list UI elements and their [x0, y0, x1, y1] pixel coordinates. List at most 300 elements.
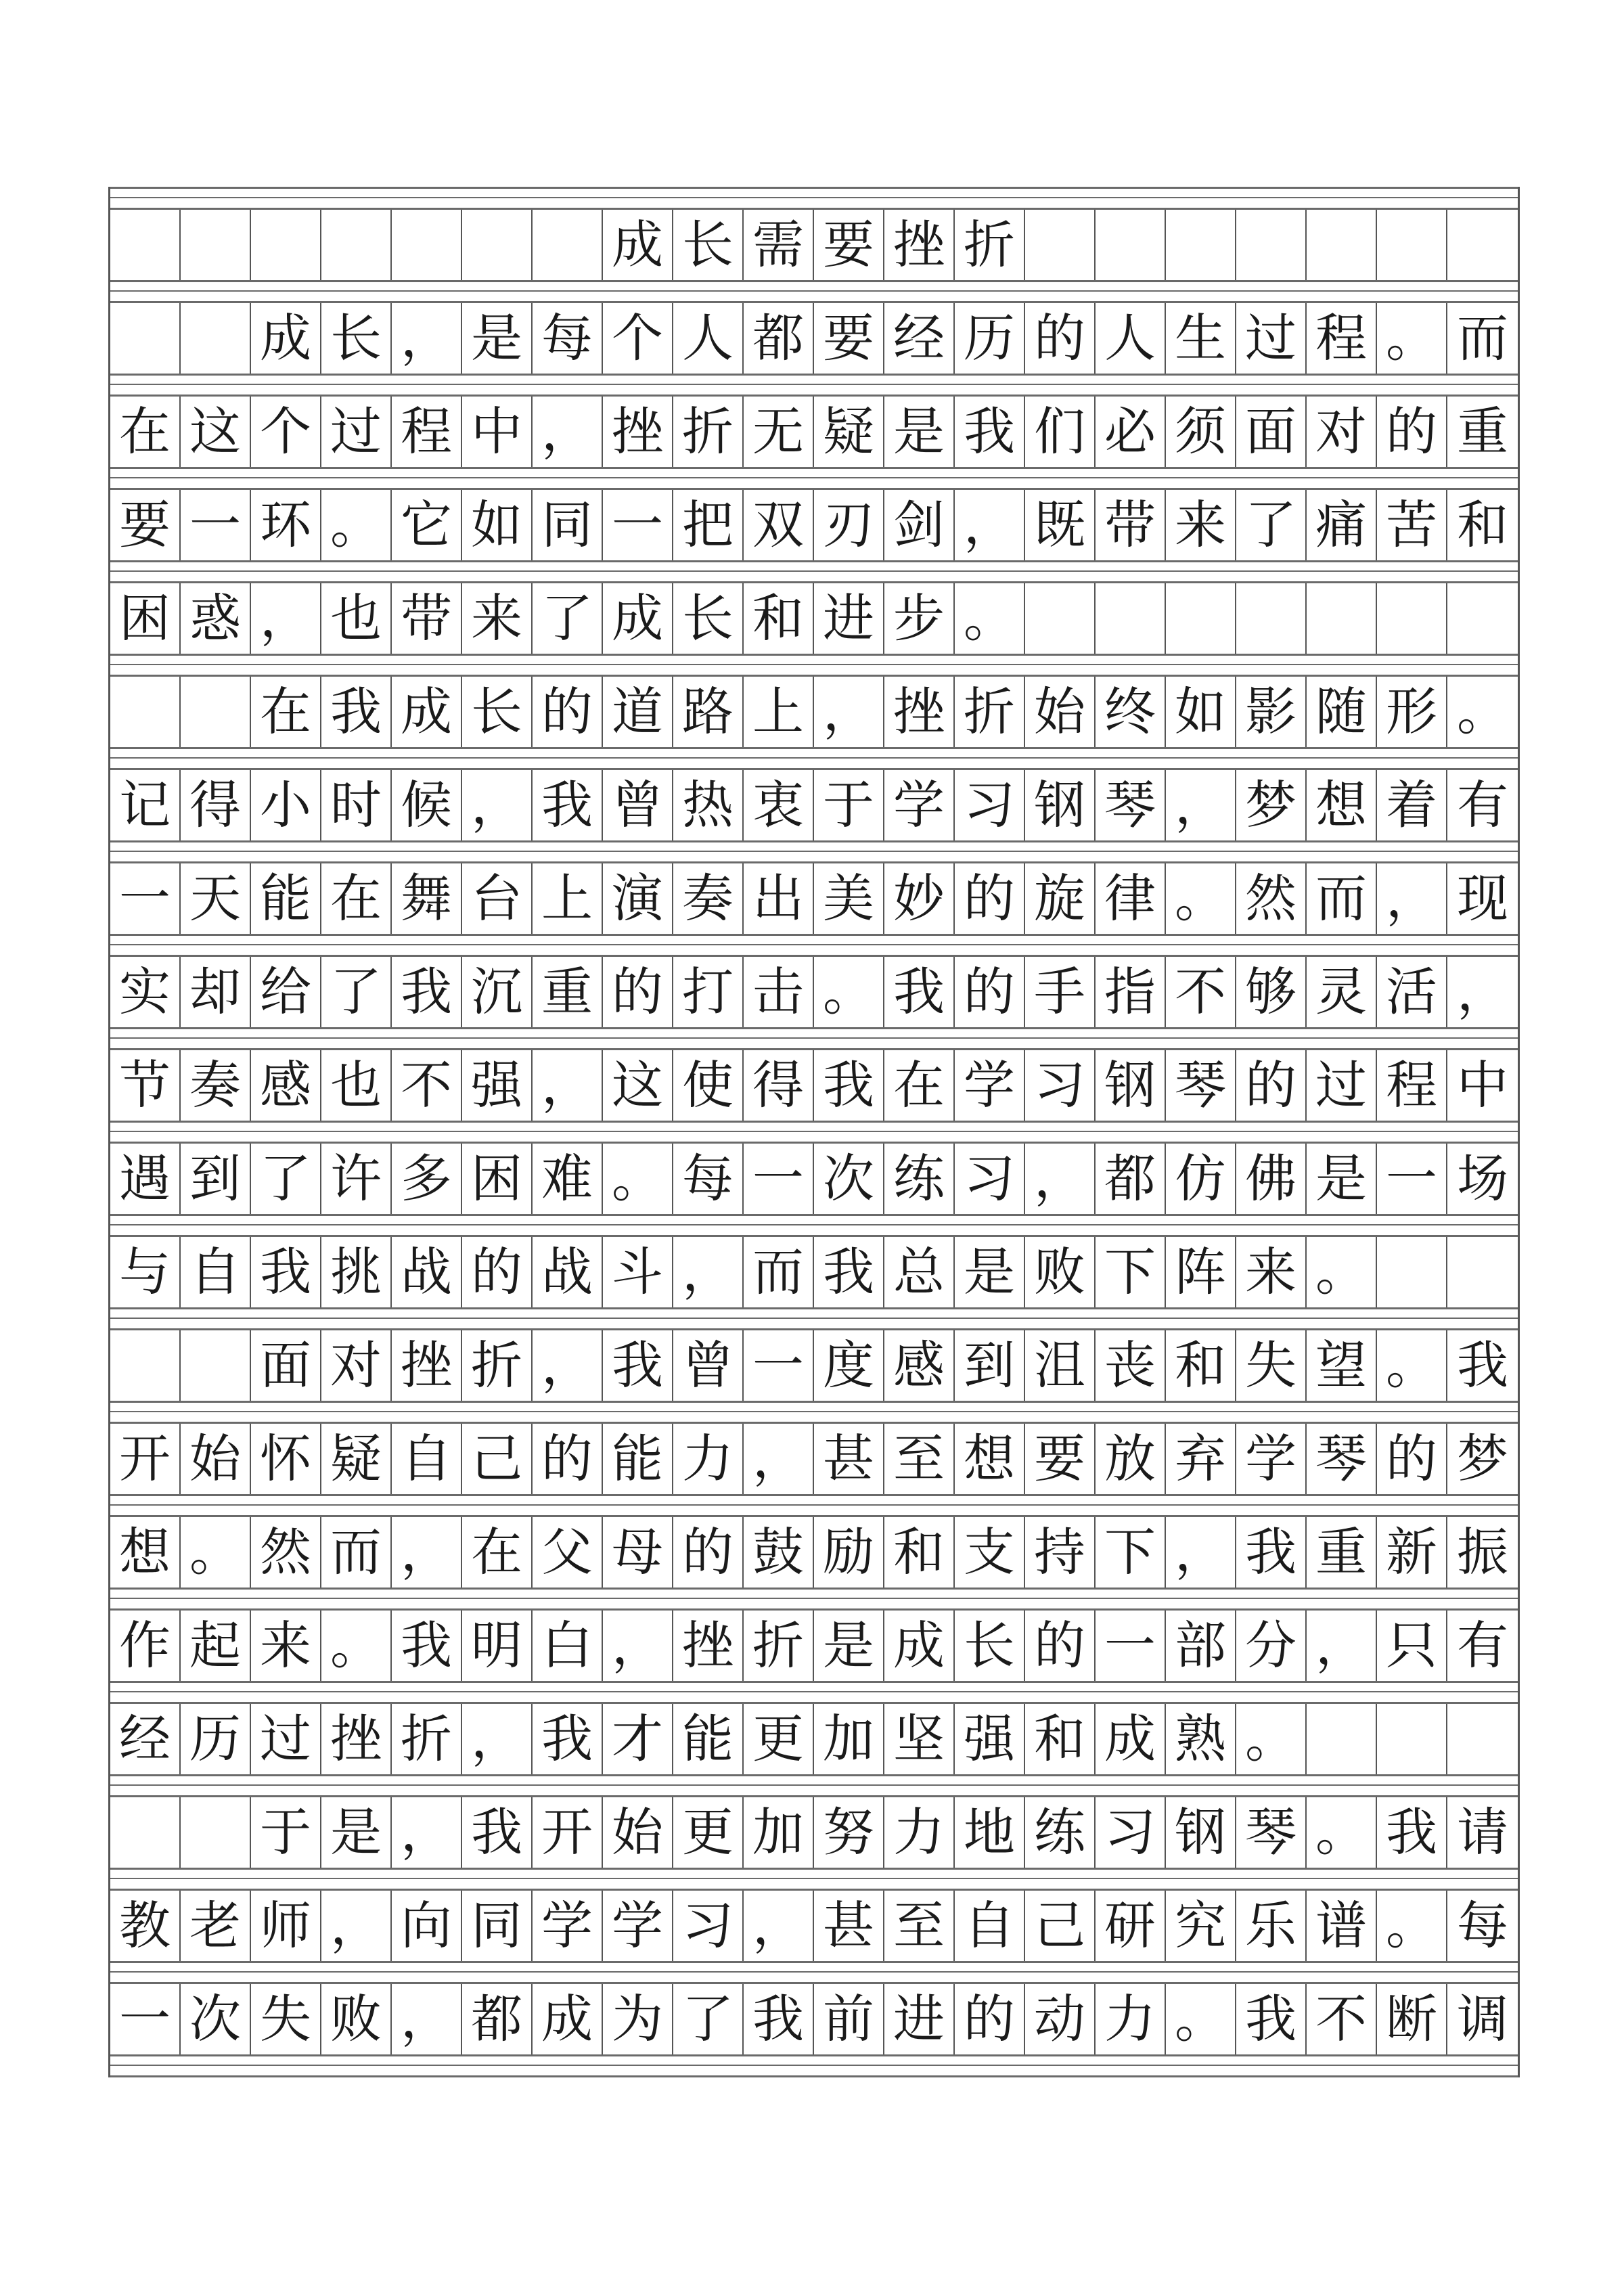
- row-separator: [108, 654, 1520, 677]
- char-cell: 我: [603, 1330, 673, 1401]
- char-cell: 都: [462, 1984, 533, 2054]
- char-cell: 一: [110, 863, 181, 934]
- char-cell: 想: [110, 1517, 181, 1588]
- char-cell: 能: [673, 1704, 744, 1774]
- char-cell: 更: [744, 1704, 814, 1774]
- char-cell: 练: [884, 1144, 955, 1214]
- char-cell: 调: [1457, 1989, 1508, 2049]
- char-cell: 面: [251, 1330, 321, 1401]
- char-cell: 作: [110, 1611, 181, 1681]
- char-cell: 向: [392, 1891, 462, 1961]
- char-cell: 到: [955, 1330, 1025, 1401]
- char-cell: 活: [1377, 957, 1447, 1027]
- row-separator: [108, 1401, 1520, 1424]
- char-cell: 不: [1307, 1984, 1377, 2054]
- char-cell: 至: [884, 1891, 955, 1961]
- char-cell: 灵: [1307, 957, 1377, 1027]
- char-cell: 我: [1236, 1984, 1307, 2054]
- char-cell: 我: [1236, 1517, 1307, 1588]
- char-cell: 力: [884, 1797, 955, 1868]
- char-cell: 长: [462, 677, 533, 747]
- char-cell: 我: [955, 397, 1025, 467]
- char-cell: 热: [673, 770, 744, 840]
- char-cell: 我: [321, 677, 392, 747]
- row-separator: [108, 374, 1520, 397]
- char-cell: 来: [251, 1611, 321, 1681]
- char-cell: 剑: [884, 490, 955, 560]
- char-cell: ，: [533, 397, 603, 467]
- empty-cell: [1447, 210, 1518, 280]
- char-cell: 学: [533, 1891, 603, 1961]
- char-cell: 。: [603, 1144, 673, 1214]
- char-cell: ，: [1166, 770, 1236, 840]
- title-char-cell: 长: [673, 210, 744, 280]
- char-cell: 一: [1377, 1144, 1447, 1214]
- char-cell: 阵: [1166, 1237, 1236, 1307]
- char-cell: 断: [1377, 1984, 1447, 2054]
- char-cell: 候: [392, 770, 462, 840]
- char-cell: 丧: [1096, 1330, 1166, 1401]
- char-cell: 。: [814, 957, 884, 1027]
- char-cell: 要: [1025, 1424, 1096, 1494]
- char-cell: 于: [251, 1797, 321, 1868]
- char-cell: 妙: [884, 863, 955, 934]
- char-cell: 在: [462, 1517, 533, 1588]
- char-cell: 过: [1236, 303, 1307, 374]
- char-cell: 人: [1096, 303, 1166, 374]
- char-cell: 也: [321, 583, 392, 654]
- char-cell: 而: [1457, 308, 1508, 368]
- char-cell: 下: [1096, 1237, 1166, 1307]
- empty-cell: [181, 677, 251, 747]
- char-cell: 。: [1166, 863, 1236, 934]
- char-cell: 有: [1457, 775, 1508, 835]
- char-cell: 始: [603, 1797, 673, 1868]
- char-cell: 佛: [1236, 1144, 1307, 1214]
- char-cell: 天: [181, 863, 251, 934]
- title-char-cell: 成: [603, 210, 673, 280]
- empty-cell: [321, 210, 392, 280]
- char-cell: 在: [251, 677, 321, 747]
- char-cell: 钢: [1096, 1050, 1166, 1121]
- char-cell: 须: [1166, 397, 1236, 467]
- char-cell: 开: [110, 1424, 181, 1494]
- char-cell: 打: [673, 957, 744, 1027]
- char-cell: 于: [814, 770, 884, 840]
- text-row: [108, 303, 1520, 374]
- char-cell: 始: [1025, 677, 1096, 747]
- char-cell: 挫: [321, 1704, 392, 1774]
- char-cell: 习: [673, 1891, 744, 1961]
- char-cell: 梦: [1457, 1428, 1508, 1489]
- title-row: [108, 210, 1520, 280]
- char-cell: 步: [884, 583, 955, 654]
- char-cell: 和: [1457, 495, 1508, 555]
- char-cell: 乐: [1236, 1891, 1307, 1961]
- empty-cell: [1307, 1704, 1377, 1774]
- char-cell: 我: [744, 1984, 814, 2054]
- char-cell: 与: [110, 1237, 181, 1307]
- empty-cell: [1377, 1704, 1447, 1774]
- char-cell: 刃: [814, 490, 884, 560]
- char-cell: 在: [884, 1050, 955, 1121]
- char-cell: 场: [1457, 1148, 1508, 1209]
- char-cell: ，: [955, 490, 1025, 560]
- char-cell: 律: [1096, 863, 1166, 934]
- char-cell: 。: [1307, 1797, 1377, 1868]
- char-cell: 学: [1236, 1424, 1307, 1494]
- char-cell: 。: [1166, 1984, 1236, 2054]
- char-cell: 有: [1457, 1615, 1508, 1675]
- char-cell: 生: [1166, 303, 1236, 374]
- empty-cell: [462, 210, 533, 280]
- char-cell: 苦: [1377, 490, 1447, 560]
- char-cell: 次: [181, 1984, 251, 2054]
- char-cell: 惑: [181, 583, 251, 654]
- char-cell: 我: [251, 1237, 321, 1307]
- char-cell: 它: [392, 490, 462, 560]
- char-cell: 的: [533, 1424, 603, 1494]
- char-cell: 弃: [1166, 1424, 1236, 1494]
- text-row: [108, 1237, 1520, 1307]
- char-cell: 加: [814, 1704, 884, 1774]
- char-cell: 个: [251, 397, 321, 467]
- char-cell: 只: [1377, 1611, 1447, 1681]
- char-cell: 难: [533, 1144, 603, 1214]
- char-cell: 在: [321, 863, 392, 934]
- char-cell: 的: [955, 1984, 1025, 2054]
- char-cell: 沉: [462, 957, 533, 1027]
- char-cell: 疑: [814, 397, 884, 467]
- char-cell: 强: [462, 1050, 533, 1121]
- char-cell: 请: [1457, 1802, 1508, 1862]
- char-cell: 而: [744, 1237, 814, 1307]
- char-cell: ，: [392, 1797, 462, 1868]
- char-cell: 每: [533, 303, 603, 374]
- char-cell: ，: [1166, 1517, 1236, 1588]
- char-cell: 。: [955, 583, 1025, 654]
- char-cell: 前: [814, 1984, 884, 2054]
- char-cell: 终: [1096, 677, 1166, 747]
- char-cell: 的: [1025, 1611, 1096, 1681]
- empty-cell: [1377, 1237, 1447, 1307]
- char-cell: 演: [603, 863, 673, 934]
- empty-cell: [1307, 583, 1377, 654]
- char-cell: 习: [1096, 1797, 1166, 1868]
- char-cell: 是: [462, 303, 533, 374]
- char-cell: ，: [673, 1237, 744, 1307]
- char-cell: ，: [462, 770, 533, 840]
- char-cell: 成: [884, 1611, 955, 1681]
- char-cell: 熟: [1166, 1704, 1236, 1774]
- char-cell: 支: [955, 1517, 1025, 1588]
- char-cell: 究: [1166, 1891, 1236, 1961]
- char-cell: 长: [673, 583, 744, 654]
- row-separator: [108, 280, 1520, 303]
- char-cell: 起: [181, 1611, 251, 1681]
- char-cell: 自: [955, 1891, 1025, 1961]
- char-cell: 一: [744, 1144, 814, 1214]
- char-cell: 。: [1307, 1237, 1377, 1307]
- text-row: [108, 957, 1520, 1027]
- text-row: [108, 1704, 1520, 1774]
- char-cell: 的: [1377, 1424, 1447, 1494]
- char-cell: 的: [955, 957, 1025, 1027]
- char-cell: 双: [744, 490, 814, 560]
- char-cell: 和: [744, 583, 814, 654]
- char-cell: 是: [955, 1237, 1025, 1307]
- char-cell: 钢: [1166, 1797, 1236, 1868]
- char-cell: 人: [673, 303, 744, 374]
- char-cell: 一: [181, 490, 251, 560]
- char-cell: 如: [1166, 677, 1236, 747]
- char-cell: 。: [1377, 303, 1447, 374]
- char-cell: 得: [181, 770, 251, 840]
- char-cell: 要: [814, 303, 884, 374]
- char-cell: 梦: [1236, 770, 1307, 840]
- empty-cell: [1447, 1704, 1518, 1774]
- char-cell: ，: [744, 1891, 814, 1961]
- empty-cell: [110, 677, 181, 747]
- char-cell: 困: [462, 1144, 533, 1214]
- char-cell: 进: [884, 1984, 955, 2054]
- char-cell: 加: [744, 1797, 814, 1868]
- char-cell: 感: [884, 1330, 955, 1401]
- char-cell: 面: [1236, 397, 1307, 467]
- char-cell: 的: [1377, 397, 1447, 467]
- char-cell: 中: [462, 397, 533, 467]
- text-row: [108, 490, 1520, 560]
- char-cell: 新: [1377, 1517, 1447, 1588]
- char-cell: 台: [462, 863, 533, 934]
- char-cell: 的: [955, 863, 1025, 934]
- text-row: [108, 1984, 1520, 2054]
- char-cell: 学: [884, 770, 955, 840]
- char-cell: 过: [1307, 1050, 1377, 1121]
- char-cell: 历: [181, 1704, 251, 1774]
- char-cell: 母: [603, 1517, 673, 1588]
- char-cell: 困: [110, 583, 181, 654]
- char-cell: 斗: [603, 1237, 673, 1307]
- char-cell: 衷: [744, 770, 814, 840]
- text-row: [108, 863, 1520, 934]
- char-cell: 始: [181, 1424, 251, 1494]
- char-cell: 历: [955, 303, 1025, 374]
- char-cell: 己: [1025, 1891, 1096, 1961]
- char-cell: 折: [673, 397, 744, 467]
- char-cell: 成: [392, 677, 462, 747]
- char-cell: 成: [603, 583, 673, 654]
- char-cell: 和: [1025, 1704, 1096, 1774]
- char-cell: 给: [251, 957, 321, 1027]
- char-cell: 够: [1236, 957, 1307, 1027]
- empty-cell: [1166, 210, 1236, 280]
- char-cell: 既: [1025, 490, 1096, 560]
- text-row: [108, 1891, 1520, 1961]
- row-separator: [108, 1121, 1520, 1144]
- char-cell: 明: [462, 1611, 533, 1681]
- char-cell: 程: [392, 397, 462, 467]
- char-cell: 到: [181, 1144, 251, 1214]
- char-cell: ，: [603, 1611, 673, 1681]
- text-row: [108, 1797, 1520, 1868]
- manuscript-grid: [108, 187, 1520, 2077]
- char-cell: 如: [462, 490, 533, 560]
- char-cell: 得: [744, 1050, 814, 1121]
- char-cell: 来: [1236, 1237, 1307, 1307]
- char-cell: 遇: [110, 1144, 181, 1214]
- char-cell: 力: [673, 1424, 744, 1494]
- char-cell: 我: [1457, 1335, 1508, 1395]
- char-cell: ，: [392, 303, 462, 374]
- char-cell: 我: [814, 1050, 884, 1121]
- char-cell: 。: [1377, 1330, 1447, 1401]
- empty-cell: [1447, 583, 1518, 654]
- char-cell: 失: [1236, 1330, 1307, 1401]
- char-cell: 败: [321, 1984, 392, 2054]
- char-cell: 才: [603, 1704, 673, 1774]
- char-cell: 能: [251, 863, 321, 934]
- char-cell: 学: [603, 1891, 673, 1961]
- char-cell: 我: [1377, 1797, 1447, 1868]
- title-char-cell: 需: [744, 210, 814, 280]
- char-cell: 我: [392, 957, 462, 1027]
- char-cell: 的: [673, 1517, 744, 1588]
- char-cell: 长: [321, 303, 392, 374]
- char-cell: 励: [814, 1517, 884, 1588]
- char-cell: 沮: [1025, 1330, 1096, 1401]
- char-cell: 环: [251, 490, 321, 560]
- char-cell: 指: [1096, 957, 1166, 1027]
- char-cell: 的: [533, 677, 603, 747]
- char-cell: 对: [321, 1330, 392, 1401]
- char-cell: 带: [392, 583, 462, 654]
- char-cell: 折: [744, 1611, 814, 1681]
- char-cell: 琴: [1236, 1797, 1307, 1868]
- char-cell: 甚: [814, 1891, 884, 1961]
- char-cell: 一: [603, 490, 673, 560]
- char-cell: 痛: [1307, 490, 1377, 560]
- text-row: [108, 1144, 1520, 1214]
- char-cell: 部: [1166, 1611, 1236, 1681]
- empty-cell: [181, 210, 251, 280]
- char-cell: 师: [251, 1891, 321, 1961]
- char-cell: 疑: [321, 1424, 392, 1494]
- char-cell: 。: [1377, 1891, 1447, 1961]
- char-cell: ，: [1025, 1144, 1096, 1214]
- text-row: [108, 397, 1520, 467]
- char-cell: 坚: [884, 1704, 955, 1774]
- char-cell: 出: [744, 863, 814, 934]
- char-cell: 现: [1457, 868, 1508, 928]
- char-cell: 学: [955, 1050, 1025, 1121]
- char-cell: 练: [1025, 1797, 1096, 1868]
- char-cell: 旋: [1025, 863, 1096, 934]
- char-cell: 战: [392, 1237, 462, 1307]
- char-cell: 奏: [673, 863, 744, 934]
- text-row: [108, 1424, 1520, 1494]
- empty-cell: [1377, 583, 1447, 654]
- empty-cell: [1447, 1237, 1518, 1307]
- char-cell: 每: [1457, 1895, 1508, 1956]
- char-cell: 过: [321, 397, 392, 467]
- char-cell: 败: [1025, 1237, 1096, 1307]
- empty-cell: [181, 1797, 251, 1868]
- char-cell: 是: [321, 1797, 392, 1868]
- char-cell: 把: [673, 490, 744, 560]
- char-cell: ，: [321, 1891, 392, 1961]
- char-cell: 道: [603, 677, 673, 747]
- char-cell: 许: [321, 1144, 392, 1214]
- char-cell: 。: [181, 1517, 251, 1588]
- char-cell: 们: [1025, 397, 1096, 467]
- char-cell: 的: [1236, 1050, 1307, 1121]
- char-cell: 习: [1025, 1050, 1096, 1121]
- text-row: [108, 770, 1520, 840]
- char-cell: 。: [321, 490, 392, 560]
- row-separator: [108, 1588, 1520, 1611]
- char-cell: 经: [884, 303, 955, 374]
- char-cell: ，: [392, 1517, 462, 1588]
- char-cell: 来: [1166, 490, 1236, 560]
- char-cell: 重: [533, 957, 603, 1027]
- char-cell: 折: [955, 677, 1025, 747]
- char-cell: 然: [251, 1517, 321, 1588]
- char-cell: 多: [392, 1144, 462, 1214]
- char-cell: 挫: [884, 677, 955, 747]
- char-cell: 这: [181, 397, 251, 467]
- char-cell: ，: [251, 583, 321, 654]
- char-cell: 上: [744, 677, 814, 747]
- char-cell: 振: [1457, 1522, 1508, 1582]
- char-cell: 成: [251, 303, 321, 374]
- empty-cell: [392, 210, 462, 280]
- char-cell: 每: [673, 1144, 744, 1214]
- empty-cell: [533, 210, 603, 280]
- char-cell: 成: [1096, 1704, 1166, 1774]
- char-cell: ，: [1457, 962, 1508, 1022]
- empty-cell: [181, 303, 251, 374]
- char-cell: 更: [673, 1797, 744, 1868]
- char-cell: ，: [1307, 1611, 1377, 1681]
- row-separator: [108, 1774, 1520, 1797]
- text-row: [108, 1330, 1520, 1401]
- char-cell: 了: [251, 1144, 321, 1214]
- char-cell: 长: [955, 1611, 1025, 1681]
- char-cell: 美: [814, 863, 884, 934]
- char-cell: 。: [1236, 1704, 1307, 1774]
- row-separator: [108, 840, 1520, 863]
- empty-cell: [110, 1797, 181, 1868]
- empty-cell: [1166, 583, 1236, 654]
- char-cell: ，: [533, 1330, 603, 1401]
- char-cell: 成: [533, 1984, 603, 2054]
- char-cell: 挑: [321, 1237, 392, 1307]
- char-cell: 怀: [251, 1424, 321, 1494]
- char-cell: 的: [603, 957, 673, 1027]
- char-cell: 一: [744, 1330, 814, 1401]
- char-cell: 谱: [1307, 1891, 1377, 1961]
- row-separator: [108, 1681, 1520, 1704]
- char-cell: 时: [321, 770, 392, 840]
- empty-cell: [1377, 210, 1447, 280]
- char-cell: 甚: [814, 1424, 884, 1494]
- char-cell: 琴: [1096, 770, 1166, 840]
- char-cell: 了: [533, 583, 603, 654]
- empty-cell: [251, 210, 321, 280]
- char-cell: 挫: [392, 1330, 462, 1401]
- row-separator: [108, 560, 1520, 583]
